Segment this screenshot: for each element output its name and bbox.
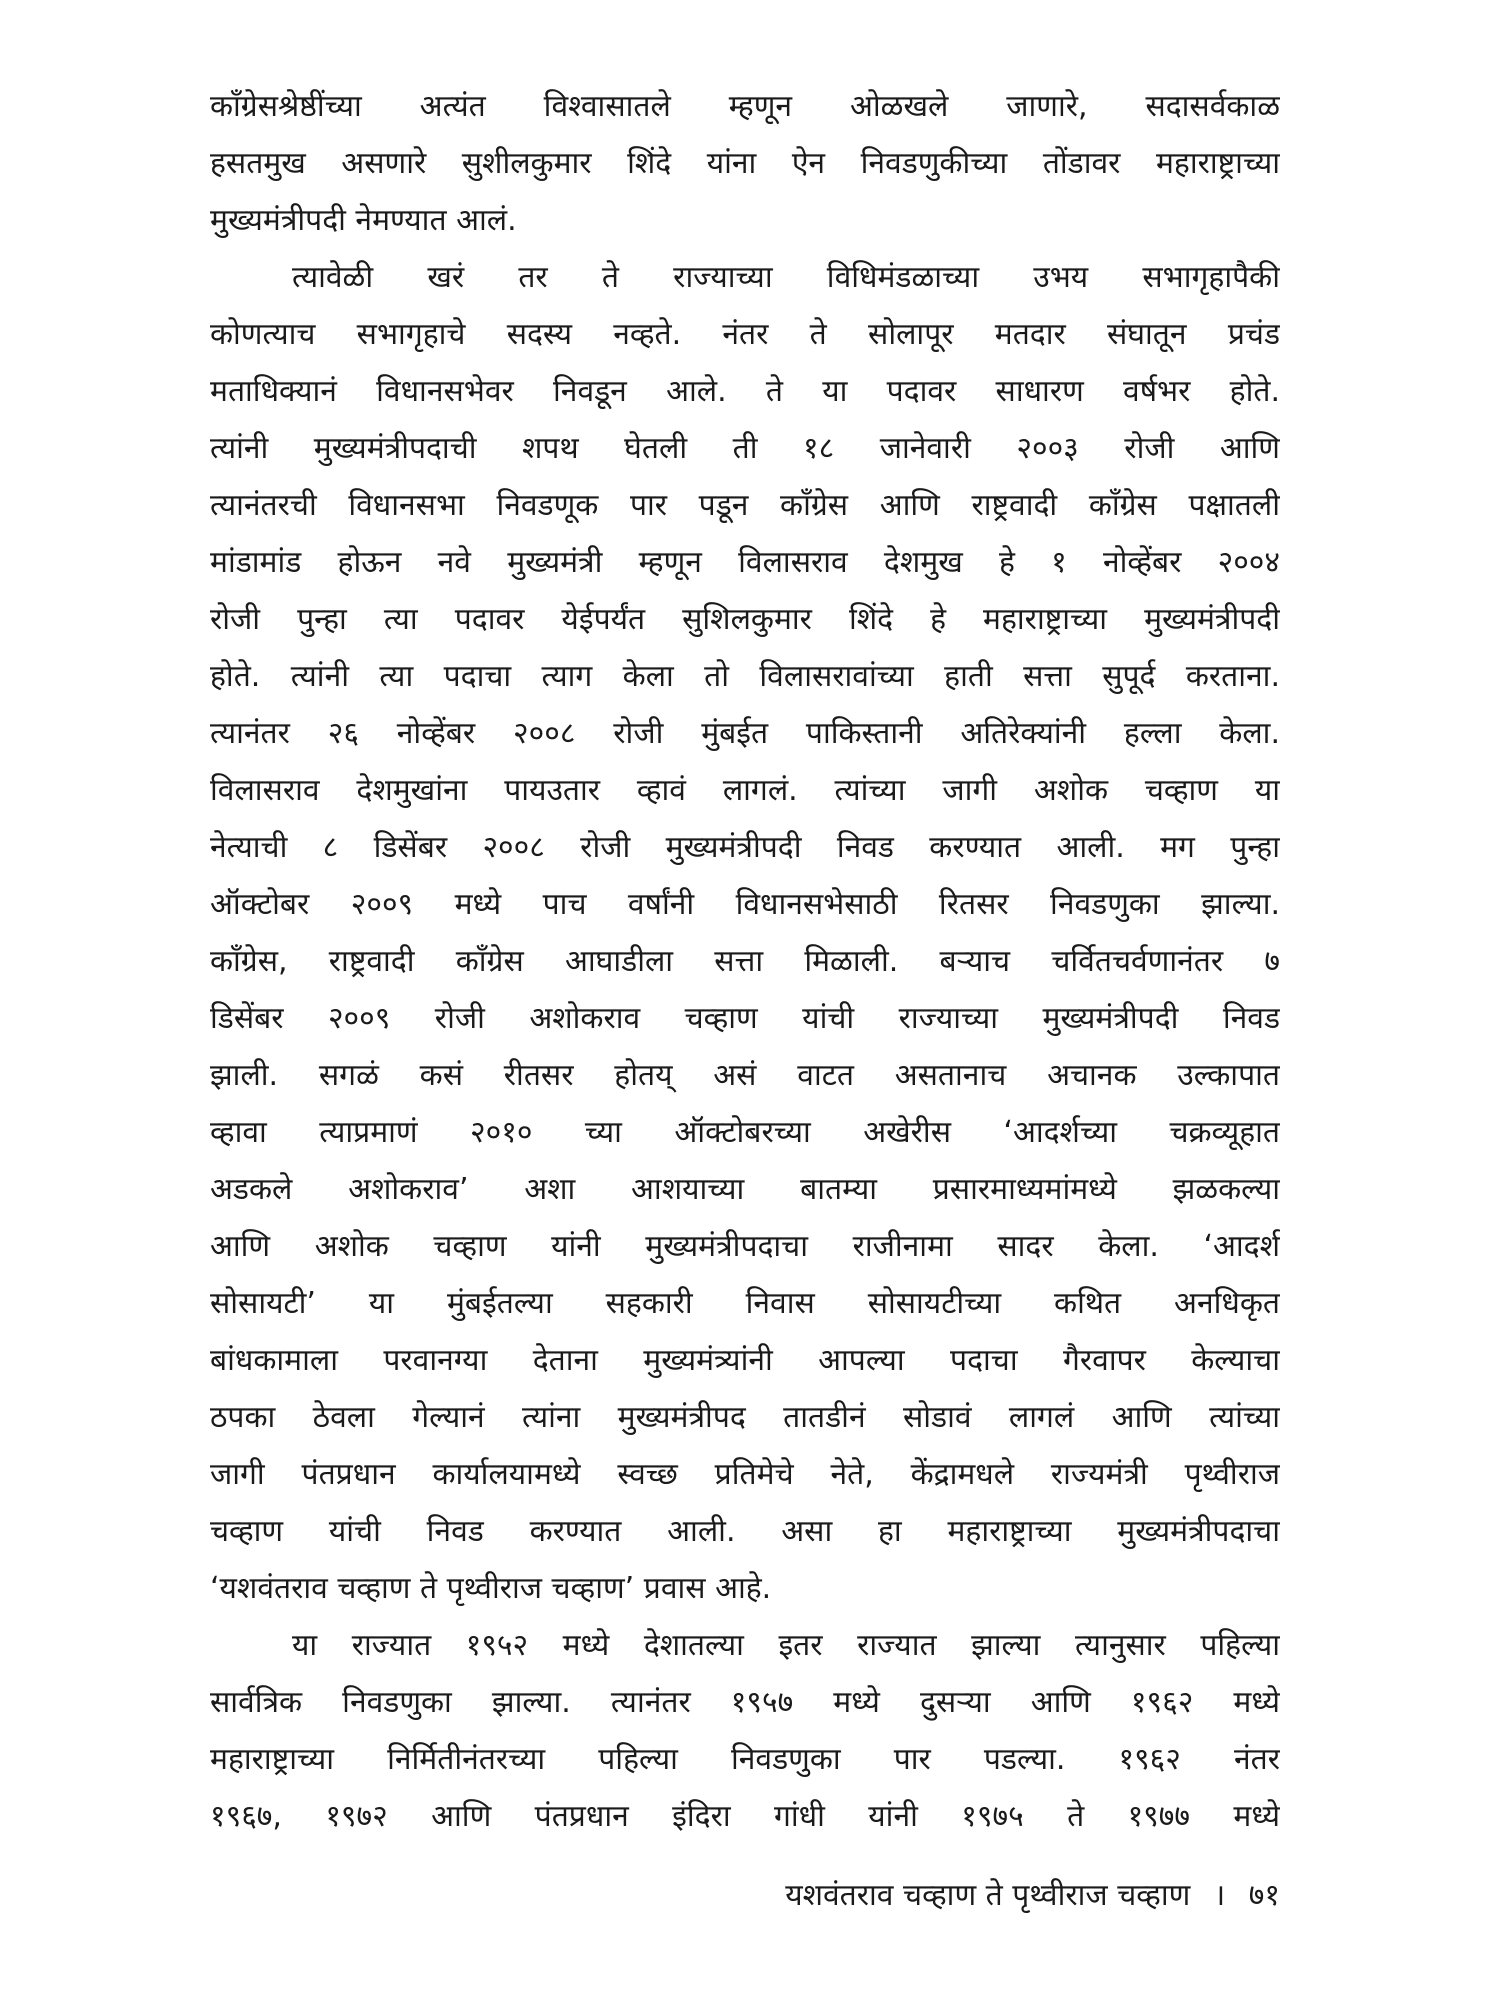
text-line: त्यावेळी खरं तर ते राज्याच्या विधिमंडळाच्या उभय सभागृहापैकी <box>292 260 1280 295</box>
text-line: या राज्यात १९५२ मध्ये देशातल्या इतर राज्यात झाल्या त्यानुसार पहिल्या <box>292 1628 1280 1663</box>
text-line: ‘यशवंतराव चव्हाण ते पृथ्वीराज चव्हाण’ प्रवास आहे. <box>210 1571 772 1606</box>
text-line: त्यानंतर २६ नोव्हेंबर २००८ रोजी मुंबईत पाकिस्तानी अतिरेक्यांनी हल्ला केला. <box>210 716 1280 751</box>
text-line: व्हावा त्याप्रमाणं २०१० च्या ऑक्टोबरच्या अखेरीस ‘आदर्शच्या चक्रव्यूहात <box>210 1115 1280 1150</box>
page-body <box>210 78 1280 1845</box>
text-line: अडकले अशोकराव’ अशा आशयाच्या बातम्या प्रसारमाध्यमांमध्ये झळकल्या <box>210 1172 1280 1207</box>
text-line: काँग्रेसश्रेष्ठींच्या अत्यंत विश्वासातले म्हणून ओळखले जाणारे, सदासर्वकाळ <box>210 89 1280 124</box>
text-line: महाराष्ट्राच्या निर्मितीनंतरच्या पहिल्या निवडणुका पार पडल्या. १९६२ नंतर <box>210 1742 1280 1777</box>
text-line: ठपका ठेवला गेल्यानं त्यांना मुख्यमंत्रीपद तातडीनं सोडावं लागलं आणि त्यांच्या <box>210 1400 1280 1435</box>
text-line: मांडामांड होऊन नवे मुख्यमंत्री म्हणून विलासराव देशमुख हे १ नोव्हेंबर २००४ <box>210 545 1280 580</box>
footer-separator: । <box>1213 1878 1226 1913</box>
page-footer <box>210 1876 1280 1916</box>
text-line: डिसेंबर २००९ रोजी अशोकराव चव्हाण यांची राज्याच्या मुख्यमंत्रीपदी निवड <box>210 1001 1280 1036</box>
text-line: १९६७, १९७२ आणि पंतप्रधान इंदिरा गांधी यांनी १९७५ ते १९७७ मध्ये <box>210 1799 1280 1834</box>
text-line: त्यांनी मुख्यमंत्रीपदाची शपथ घेतली ती १८ जानेवारी २००३ रोजी आणि <box>210 431 1280 466</box>
text-line: रोजी पुन्हा त्या पदावर येईपर्यंत सुशिलकुमार शिंदे हे महाराष्ट्राच्या मुख्यमंत्रीपदी <box>210 602 1280 637</box>
text-line: काँग्रेस, राष्ट्रवादी काँग्रेस आघाडीला सत्ता मिळाली. बऱ्याच चर्वितचर्वणानंतर ७ <box>210 944 1280 979</box>
text-line: कोणत्याच सभागृहाचे सदस्य नव्हते. नंतर ते सोलापूर मतदार संघातून प्रचंड <box>210 317 1280 352</box>
text-line: विलासराव देशमुखांना पायउतार व्हावं लागलं. त्यांच्या जागी अशोक चव्हाण या <box>210 773 1280 808</box>
text-line: ऑक्टोबर २००९ मध्ये पाच वर्षांनी विधानसभेसाठी रितसर निवडणुका झाल्या. <box>210 887 1280 922</box>
text-line: होते. त्यांनी त्या पदाचा त्याग केला तो विलासरावांच्या हाती सत्ता सुपूर्द करताना. <box>210 659 1280 694</box>
text-line: हसतमुख असणारे सुशीलकुमार शिंदे यांना ऐन निवडणुकीच्या तोंडावर महाराष्ट्राच्या <box>210 146 1280 181</box>
paragraph <box>210 78 1280 249</box>
text-line: सार्वत्रिक निवडणुका झाल्या. त्यानंतर १९५७ मध्ये दुसऱ्या आणि १९६२ मध्ये <box>210 1685 1280 1720</box>
text-line: मुख्यमंत्रीपदी नेमण्यात आलं. <box>210 203 517 238</box>
text-line: जागी पंतप्रधान कार्यालयामध्ये स्वच्छ प्रतिमेचे नेते, केंद्रामधले राज्यमंत्री पृथ्वीराज <box>210 1457 1280 1492</box>
page-number: ७१ <box>1248 1878 1280 1913</box>
text-line: आणि अशोक चव्हाण यांनी मुख्यमंत्रीपदाचा राजीनामा सादर केला. ‘आदर्श <box>210 1229 1280 1264</box>
paragraph <box>210 249 1280 1617</box>
running-title: यशवंतराव चव्हाण ते पृथ्वीराज चव्हाण <box>785 1878 1191 1913</box>
text-line: त्यानंतरची विधानसभा निवडणूक पार पडून काँग्रेस आणि राष्ट्रवादी काँग्रेस पक्षातली <box>210 488 1280 523</box>
text-line: चव्हाण यांची निवड करण्यात आली. असा हा महाराष्ट्राच्या मुख्यमंत्रीपदाचा <box>210 1514 1280 1549</box>
text-line: बांधकामाला परवानग्या देताना मुख्यमंत्र्यांनी आपल्या पदाचा गैरवापर केल्याचा <box>210 1343 1280 1378</box>
paragraph <box>210 1617 1280 1845</box>
text-line: मताधिक्यानं विधानसभेवर निवडून आले. ते या पदावर साधारण वर्षभर होते. <box>210 374 1280 409</box>
text-line: नेत्याची ८ डिसेंबर २००८ रोजी मुख्यमंत्रीपदी निवड करण्यात आली. मग पुन्हा <box>210 830 1280 865</box>
text-line: सोसायटी’ या मुंबईतल्या सहकारी निवास सोसायटीच्या कथित अनधिकृत <box>210 1286 1280 1321</box>
text-line: झाली. सगळं कसं रीतसर होतय् असं वाटत असतानाच अचानक उल्कापात <box>210 1058 1280 1093</box>
